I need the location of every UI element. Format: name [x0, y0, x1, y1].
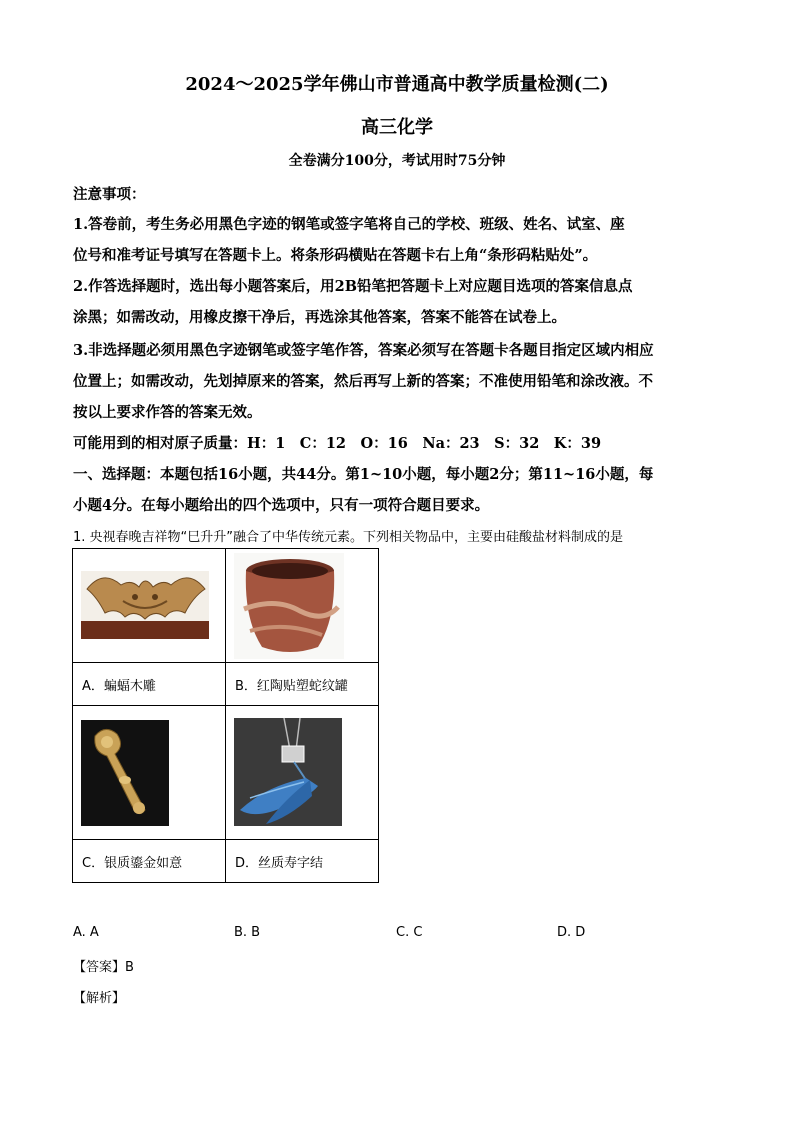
bat-wood-carving-icon	[73, 549, 225, 662]
option-c-caption: C．银质鎏金如意	[73, 840, 226, 883]
option-b-caption: B．红陶贴塑蛇纹罐	[226, 663, 379, 706]
notice-line: 位置上；如需改动，先划掉原来的答案，然后再写上新的答案；不准使用铅笔和涂改液。不	[73, 373, 653, 390]
section-heading: 一、选择题：本题包括16小题，共44分。第1~10小题，每小题2分；第11~16小题，每	[73, 466, 654, 483]
analysis-label: 【解析】	[73, 991, 126, 1006]
red-pottery-jar-icon	[226, 549, 378, 662]
atomic-mass-line: 可能用到的相对原子质量：H：1 C：12 O：16 Na：23 S：32 K：39	[73, 435, 602, 452]
option-d-caption: D．丝质寿字结	[226, 840, 379, 883]
choice-b[interactable]: B. B	[234, 925, 261, 940]
option-a-image-cell	[73, 549, 226, 663]
answer-label: 【答案】B	[73, 960, 134, 975]
option-c-image-cell	[73, 706, 226, 840]
subject-title: 高三化学	[361, 117, 433, 138]
score-info: 全卷满分100分，考试用时75分钟	[288, 153, 506, 169]
silk-longevity-knot-icon	[226, 706, 378, 839]
choice-a[interactable]: A. A	[73, 925, 99, 940]
notice-line: 2.作答选择题时，选出每小题答案后，用2B铅笔把答题卡上对应题目选项的答案信息点	[73, 278, 633, 295]
notice-line: 1.答卷前，考生务必用黑色字迹的钢笔或签字笔将自己的学校、班级、姓名、试室、座	[73, 216, 625, 233]
notice-heading: 注意事项：	[73, 186, 146, 203]
choice-c[interactable]: C. C	[396, 925, 423, 940]
question-stem: 1. 央视春晚吉祥物“巳升升”融合了中华传统元素。下列相关物品中，主要由硅酸盐材料制成的是	[73, 530, 624, 545]
option-a-caption: A．蝙蝠木雕	[73, 663, 226, 706]
notice-line: 3.非选择题必须用黑色字迹钢笔或签字笔作答，答案必须写在答题卡各题目指定区域内相应	[73, 342, 654, 359]
notice-line: 按以上要求作答的答案无效。	[73, 404, 262, 421]
option-b-image-cell	[226, 549, 379, 663]
notice-line: 涂黑；如需改动，用橡皮擦干净后，再选涂其他答案，答案不能答在试卷上。	[73, 309, 566, 326]
exam-title: 2024～2025学年佛山市普通高中教学质量检测(二)	[185, 74, 609, 95]
notice-line: 位号和准考证号填写在答题卡上。将条形码横贴在答题卡右上角“条形码粘贴处”。	[73, 247, 598, 264]
option-d-image-cell	[226, 706, 379, 840]
gilded-silver-ruyi-icon	[73, 706, 225, 839]
choice-d[interactable]: D. D	[557, 925, 586, 940]
options-table	[72, 548, 379, 883]
section-heading-cont: 小题4分。在每小题给出的四个选项中，只有一项符合题目要求。	[73, 497, 490, 514]
